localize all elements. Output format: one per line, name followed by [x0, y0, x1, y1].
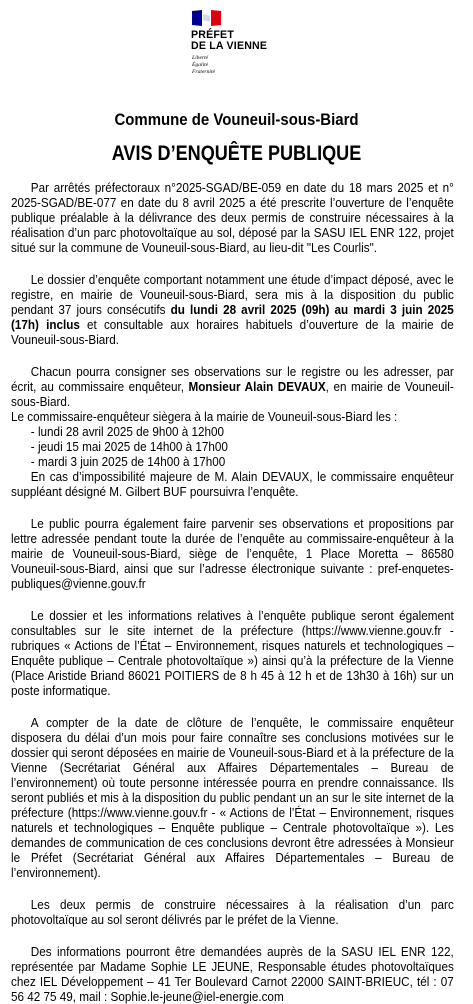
republic-flag-icon [191, 9, 222, 27]
paragraph-observations [11, 364, 454, 499]
motto-egalite: Égalité [192, 62, 209, 68]
commune-heading: Commune de Vouneuil-sous-Biard [114, 110, 359, 129]
prefecture-logo [189, 6, 284, 84]
paragraph-letters: Le public pourra également faire parvenir ses observations et propositions par lettre adressée pendant toute la durée de l’enquête au commissaire-enquêteur à la mairie de Vouneuil-sous-Biard, siège de l’enquête, 1 Place Moretta – 86580 Vouneuil-sous-Biard, ainsi que sur l’adresse électronique suivante : pref-enquetes-publiques@vienne.gouv.fr [11, 516, 454, 591]
observations-text-before: Chacun pourra consigner ses observations sur le registre ou les adresser, par écrit, au commissaire enquêteur, [11, 364, 454, 394]
paragraph-dossier [11, 272, 454, 347]
notice-title: AVIS D’ENQUÊTE PUBLIQUE [111, 142, 362, 165]
permanence-date-3: - mardi 3 juin 2025 de 14h00 à 17h00 [30, 454, 226, 469]
paragraph-website: Le dossier et les informations relatives à l’enquête publique seront également consultables sur le site internet de la préfecture (https://www.vienne.gouv.fr - rubriques « Actions de l’État – Environnement, risques naturels et technologiques – Enquête publique – Centrale photovoltaïque ») ainsi qu’à la préfecture de la Vienne (Place Aristide Briand 86021 POITIERS de 8 h 45 à 12 h et de 13h30 à 16h) sur un poste informatique. [11, 608, 454, 698]
permanence-intro: Le commissaire-enquêteur siègera à la mairie de Vouneuil-sous-Biard les : [11, 409, 398, 424]
paragraph-permits: Les deux permis de construire nécessaires à la réalisation d’un parc photovoltaïque au sol seront délivrés par le préfet de la Vienne. [11, 897, 454, 927]
paragraph-decrees: Par arrêtés préfectoraux n°2025-SGAD/BE-059 en date du 18 mars 2025 et n° 2025-SGAD/BE-077 en date du 8 avril 2025 a été prescrite l’ouverture de l’enquête publique préalable à la délivrance des deux permis de construire nécessaires à la réalisation d’un parc photovoltaïque au sol, déposé par la SASU IEL ENR 122, projet situé sur la commune de Vouneuil-sous-Biard, au lieu-dit "Les Courlis". [11, 180, 454, 255]
permanence-date-1: - lundi 28 avril 2025 de 9h00 à 12h00 [30, 424, 225, 439]
dossier-text-after: et consultable aux horaires habituels d’ouverture de la mairie de Vouneuil-sous-Biard. [11, 317, 454, 347]
permanence-date-2: - jeudi 15 mai 2025 de 14h00 à 17h00 [30, 439, 228, 454]
logo-line-vienne: DE LA VIENNE [191, 40, 268, 52]
paragraph-contact: Des informations pourront être demandées auprès de la SASU IEL ENR 122, représentée par Madame Sophie LE JEUNE, Responsable études photovoltaïques chez IEL Développement – 41 Ter Boulevard Carnot 22000 SAINT-BRIEUC, tél : 07 56 42 75 49, mail : Sophie.le-jeune@iel-energie.com [11, 944, 454, 1004]
dossier-text-before: Le dossier d’enquête comportant notamment une étude d’impact déposé, avec le registre, en mairie de Vouneuil-sous-Biard, sera mis à la disposition du public pendant 37 jours consécutifs [11, 272, 454, 317]
commissioner-name: Monsieur Alain DEVAUX [188, 379, 326, 394]
notice-body [11, 180, 454, 1004]
motto-liberte: Liberté [192, 55, 209, 61]
enquiry-period: du lundi 28 avril 2025 (09h) au mardi 3 juin 2025 (17h) inclus [11, 302, 454, 332]
substitute-commissioner: En cas d’impossibilité majeure de M. Alain DEVAUX, le commissaire enquêteur suppléant désigné M. Gilbert BUF poursuivra l’enquête. [11, 469, 454, 499]
motto-fraternite: Fraternité [192, 69, 215, 75]
paragraph-conclusions: A compter de la date de clôture de l’enquête, le commissaire enquêteur disposera du délai d’un mois pour faire connaître ses conclusions motivées sur le dossier qui seront déposées en mairie de Vouneuil-sous-Biard et à la préfecture de la Vienne (Secrétariat Général aux Affaires Départementales – Bureau de l’environnement) où toute personne intéressée pourra en prendre connaissance. Ils seront publiés et mis à la disposition du public pendant un an sur le site internet de la préfecture (https://www.vienne.gouv.fr - « Actions de l’État – Environnement, risques naturels et technologiques – Enquête publique – Centrale photovoltaïque »). Les demandes de communication de ces conclusions devront être adressées à Monsieur le Préfet (Secrétariat Général aux Affaires Départementales – Bureau de l’environnement). [11, 715, 454, 880]
logo-line-prefet: PRÉFET [191, 29, 234, 41]
observations-text-after: , en mairie de Vouneuil-sous-Biard. [11, 379, 454, 409]
